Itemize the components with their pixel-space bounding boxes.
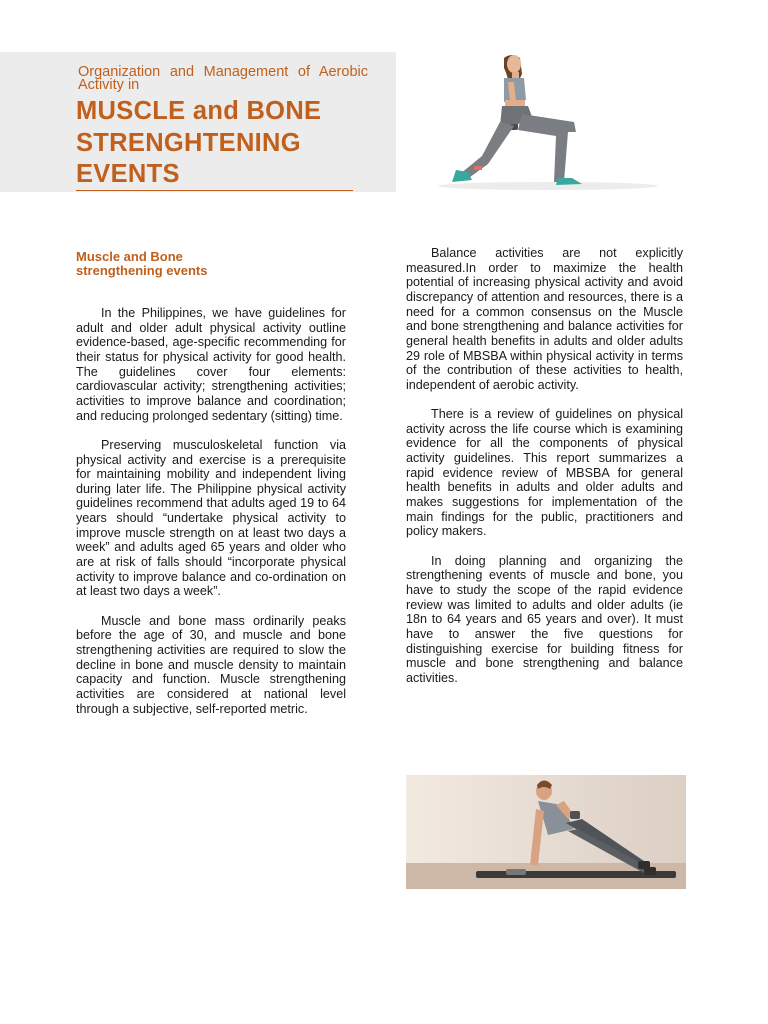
title-underline [76, 190, 353, 191]
right-column [406, 246, 683, 700]
lunge-photo [418, 52, 684, 192]
left-column [76, 250, 346, 731]
right-paragraph: In doing planning and organizing the strengthening events of muscle and bone, you have to study the scope of the rapid evidence review was limited to adults and older adults (ie 18n to 64 years and 65 years and over). It must have to answer the five questions for distinguishing exercise for building fitness for muscle and bone strengthening and balance activities. [406, 553, 683, 685]
left-paragraph: Preserving musculoskeletal function via physical activity and exercise is a prerequisite for maintaining mobility and independent living during later life. The Philippine physical activity guidelines recommend that adults aged 19 to 64 years should “undertake physical activity to improve muscle strength on at least two days a week” and adults aged 65 years and older who are at risk of falls should “incorporate physical activity to improve balance and co-ordination on at least two days a week”. [76, 437, 346, 599]
left-paragraph: Muscle and bone mass ordinarily peaks before the age of 30, and muscle and bone strengthening activities are required to slow the decline in bone and muscle density to maintain capacity and function. Muscle strengthening activities are considered at national level through a subjective, self-reported metric. [76, 613, 346, 716]
title-line-1: MUSCLE and BONE [76, 97, 322, 125]
section-heading [76, 250, 346, 277]
page-title [76, 96, 396, 191]
section-heading-line-2: strengthening events [76, 262, 208, 278]
title-line-2: STRENGHTENING [76, 128, 301, 157]
right-paragraph: Balance activities are not explicitly measured.In order to maximize the health potential of increasing physical activity and avoid discrepancy of attention and resources, there is a need for a common consensus on the Muscle and bone strengthening and balance activities for general health benefits in adults and older adults 29 role of MBSBA within physical activity in terms of the contribution of these activities to health, independent of aerobic activity. [406, 246, 683, 392]
right-paragraph: There is a review of guidelines on physical activity across the life course which is examining evidence for all the components of physical activity guidelines. This report summarizes a rapid evidence review of MBSBA for general health benefits in adults and older adults and makes suggestions for implementation of the main findings for the public, practitioners and policy makers. [406, 407, 683, 539]
left-paragraph: In the Philippines, we have guidelines for adult and older adult physical activity outline evidence-based, age-specific recommending for their status for physical activity for good health. The guidelines cover four elements: cardiovascular activity; strengthening activities; activities to improve balance and coordination; and reducing prolonged sedentary (sitting) time. [76, 306, 346, 423]
plank-row-photo [406, 775, 686, 889]
title-line-3: EVENTS [76, 160, 180, 188]
pre-title: Organization and Management of Aerobic Activity in [78, 64, 368, 93]
section-heading-line-1: Muscle and Bone [76, 249, 183, 264]
